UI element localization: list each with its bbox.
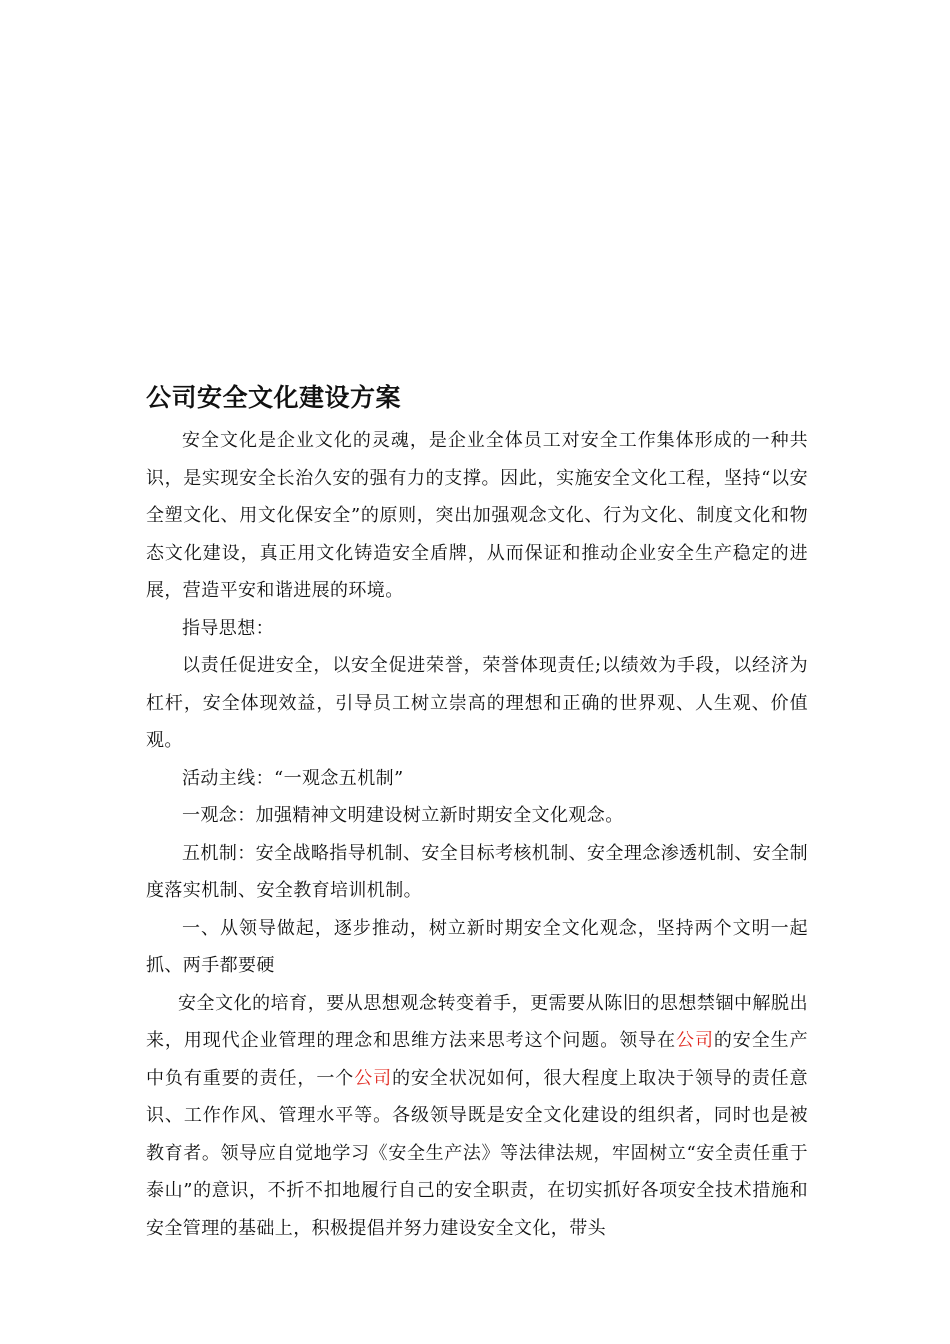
section-one-text-3: 的安全状况如何，很大程度上取决于领导的责任意识、工作作风、管理水平等。各级领导既是安全文化建设的组织者，同时也是被教育者。领导应自觉地学习《安全生产法》等法律法规，牢固树立“安全责任重于泰山”的意识，不折不扣地履行自己的安全职责，在切实抓好各项安全技术措施和安全管理的基础上，积极提倡并努力建设安全文化，带头 [146, 1067, 808, 1239]
five-mechanisms-paragraph: 五机制：安全战略指导机制、安全目标考核机制、安全理念渗透机制、安全制度落实机制、安全教育培训机制。 [146, 842, 808, 901]
section-one-heading: 一、从领导做起，逐步推动，树立新时期安全文化观念，坚持两个文明一起抓、两手都要硬 [146, 917, 808, 976]
company-link-2[interactable]: 公司 [354, 1067, 393, 1089]
one-concept-paragraph: 一观念：加强精神文明建设树立新时期安全文化观念。 [182, 805, 624, 826]
guiding-thought-paragraph: 以责任促进安全，以安全促进荣誉，荣誉体现责任;以绩效为手段，以经济为杠杆，安全体现效益，引导员工树立崇高的理想和正确的世界观、人生观、价值观。 [146, 655, 808, 751]
document-title: 公司安全文化建设方案 [146, 383, 402, 412]
company-link-1[interactable]: 公司 [676, 1030, 714, 1051]
section-one-text-2: 的安全生产中负有重要的责任，一个 [146, 1030, 808, 1089]
document-body [146, 380, 808, 1247]
intro-paragraph: 安全文化是企业文化的灵魂，是企业全体员工对安全工作集体形成的一种共识，是实现安全长治久安的强有力的支撑。因此，实施安全文化工程，坚持“以安全塑文化、用文化保安全”的原则，突出加强观念文化、行为文化、制度文化和物态文化建设，真正用文化铸造安全盾牌，从而保证和推动企业安全生产稳定的进展，营造平安和谐进展的环境。 [146, 430, 808, 601]
section-one-text-1: 安全文化的培育，要从思想观念转变着手，更需要从陈旧的思想禁锢中解脱出来，用现代企业管理的理念和思维方法来思考这个问题。领导在 [146, 992, 808, 1051]
section-one-paragraph [146, 985, 808, 1248]
activity-mainline: 活动主线：“一观念五机制” [182, 767, 404, 789]
guiding-thought-heading: 指导思想： [182, 617, 274, 639]
